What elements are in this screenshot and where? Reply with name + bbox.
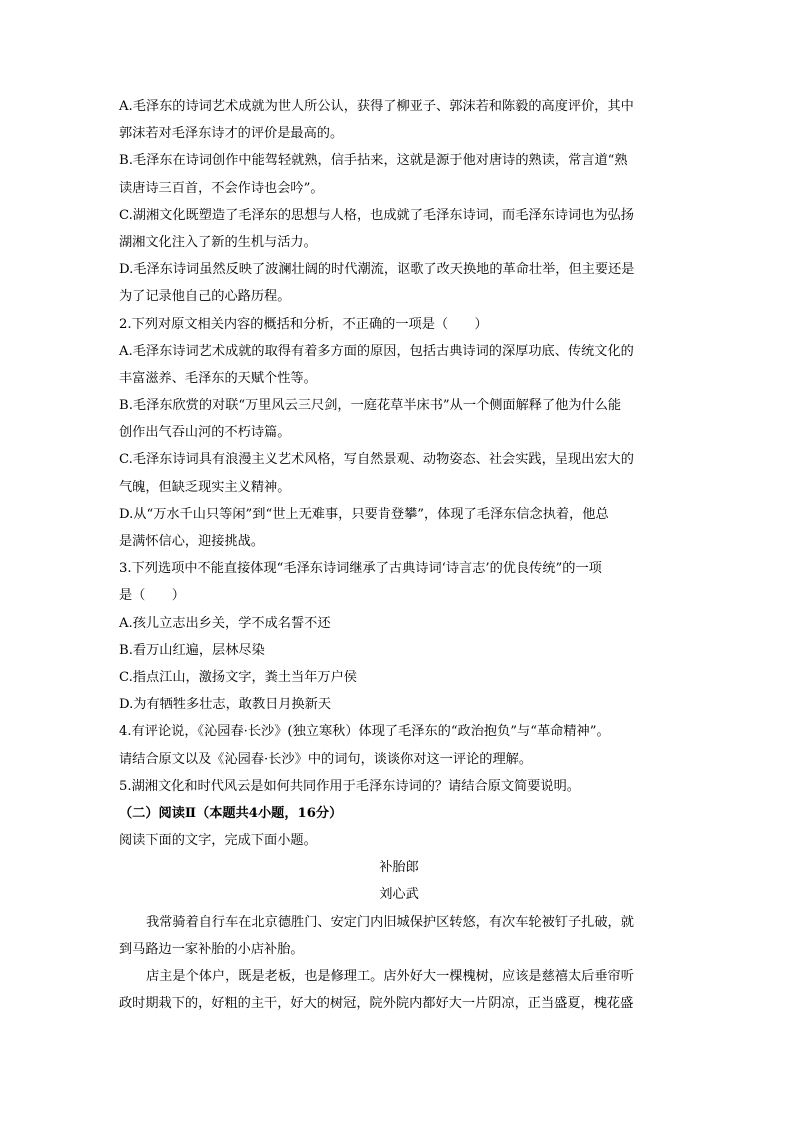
question-4-line-1: 4.有评论说，《沁园春·长沙》(独立寒秋）体现了毛泽东的“政治抱负”与“革命精神”。 bbox=[119, 724, 610, 740]
q2-option-a-line-1: A.毛泽东诗词艺术成就的取得有着多方面的原因，包括古典诗词的深厚功底、传统文化的 bbox=[119, 343, 634, 359]
q3-option-d: D.为有牺牲多壮志，敢教日月换新天 bbox=[119, 697, 332, 713]
q2-option-c-line-2: 气魄，但缺乏现实主义精神。 bbox=[119, 479, 291, 495]
q3-option-a: A.孩儿立志出乡关，学不成名誓不还 bbox=[119, 615, 331, 631]
paragraph-2-line-1: 店主是个体户，既是老板，也是修理工。店外好大一棵槐树，应该是慈禧太后垂帘听 bbox=[146, 969, 634, 984]
section-heading: （二）阅读Ⅱ（本题共4小题，16分） bbox=[119, 805, 343, 821]
q2-option-b-line-1: B.毛泽东欣赏的对联“万里风云三尺剑，一庭花草半床书”从一个侧面解释了他为什么能 bbox=[119, 398, 622, 414]
option-a-line-2: 郭沫若对毛泽东诗才的评价是最高的。 bbox=[119, 126, 344, 142]
question-3-stem-line-2: 是（ ） bbox=[119, 588, 185, 604]
option-b-line-1: B.毛泽东在诗词创作中能驾轻就熟，信手拈来，这就是源于他对唐诗的熟读，常言道“熟 bbox=[119, 153, 628, 169]
question-3-stem-line-1: 3.下列选项中不能直接体现“毛泽东诗词继承了古典诗词‘诗言志’的优良传统”的一项 bbox=[119, 561, 602, 577]
q2-option-a-line-2: 丰富滋养、毛泽东的天赋个性等。 bbox=[119, 370, 317, 386]
q3-option-c: C.指点江山，激扬文字，粪土当年万户侯 bbox=[119, 669, 357, 685]
option-a-line-1: A.毛泽东的诗词艺术成就为世人所公认，获得了柳亚子、郭沫若和陈毅的高度评价，其中 bbox=[119, 99, 634, 114]
paragraph-1-line-2: 到马路边一家补胎的小店补胎。 bbox=[119, 941, 304, 957]
article-author: 刘心武 bbox=[379, 887, 419, 903]
question-5: 5.湖湘文化和时代风云是如何共同作用于毛泽东诗词的？请结合原文简要说明。 bbox=[119, 778, 580, 794]
option-d-line-1: D.毛泽东诗词虽然反映了波澜壮阔的时代潮流，讴歌了改天换地的革命壮举，但主要还是 bbox=[119, 262, 635, 278]
q2-option-d-line-2: 是满怀信心，迎接挑战。 bbox=[119, 534, 265, 549]
question-4-line-2: 请结合原文以及《沁园春·长沙》中的词句，谈谈你对这一评论的理解。 bbox=[119, 751, 533, 767]
q3-option-b: B.看万山红遍，层林尽染 bbox=[119, 642, 265, 658]
option-d-line-2: 为了记录他自己的心路历程。 bbox=[119, 289, 291, 305]
option-c-line-1: C.湖湘文化既塑造了毛泽东的思想与人格，也成就了毛泽东诗词，而毛泽东诗词也为弘扬 bbox=[119, 207, 634, 223]
document-body bbox=[119, 93, 679, 1017]
q2-option-b-line-2: 创作出气吞山河的不朽诗篇。 bbox=[119, 425, 291, 441]
paragraph-2-line-2: 政时期栽下的，好粗的主干，好大的树冠，院外院内都好大一片阴凉，正当盛夏，槐花盛 bbox=[119, 996, 634, 1012]
q2-option-d-line-1: D.从“万水千山只等闲”到“世上无难事，只要肯登攀”，体现了毛泽东信念执着，他总 bbox=[119, 506, 609, 522]
option-b-line-2: 读唐诗三百首，不会作诗也会吟”。 bbox=[119, 180, 324, 196]
option-c-line-2: 湖湘文化注入了新的生机与活力。 bbox=[119, 234, 317, 250]
article-title: 补胎郎 bbox=[379, 860, 419, 876]
section-instruction: 阅读下面的文字，完成下面小题。 bbox=[119, 833, 317, 849]
paragraph-1-line-1: 我常骑着自行车在北京德胜门、安定门内旧城保护区转悠，有次车轮被钉子扎破，就 bbox=[146, 914, 634, 930]
q2-option-c-line-1: C.毛泽东诗词具有浪漫主义艺术风格，写自然景观、动物姿态、社会实践，呈现出宏大的 bbox=[119, 452, 634, 468]
question-2-stem: 2.下列对原文相关内容的概括和分析，不正确的一项是（ ） bbox=[119, 316, 488, 332]
